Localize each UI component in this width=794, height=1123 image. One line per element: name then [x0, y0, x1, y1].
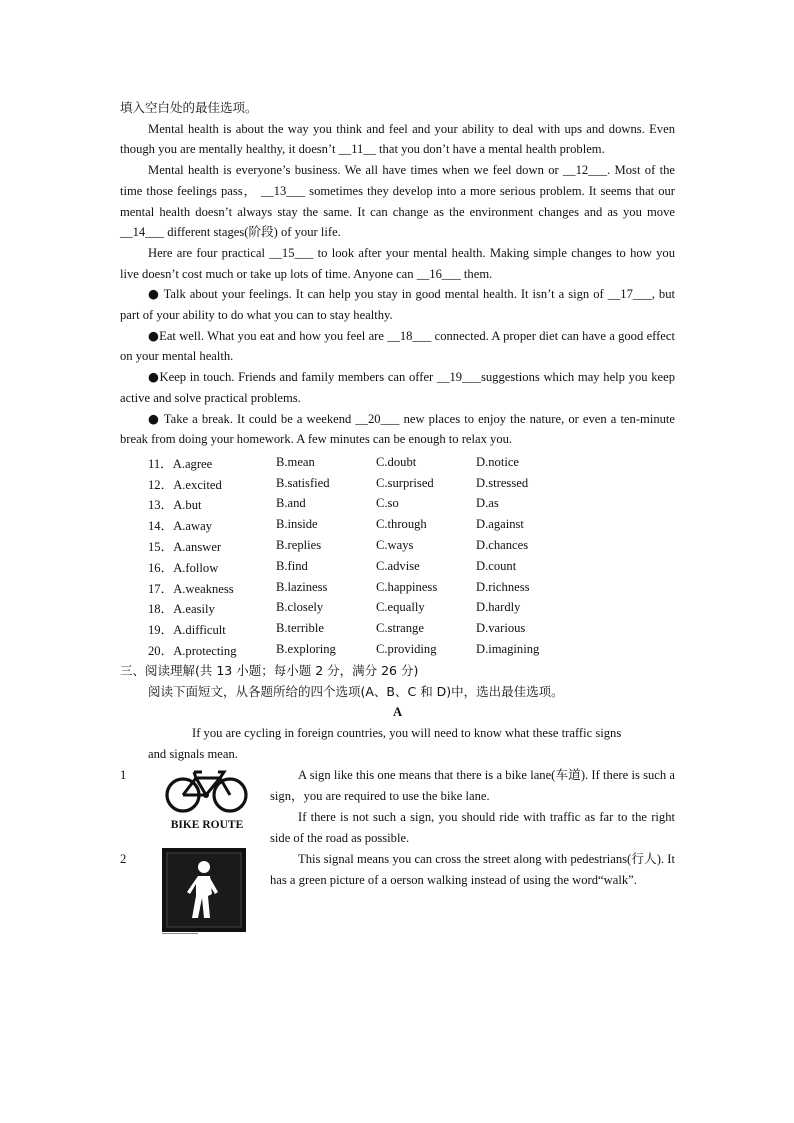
- cloze-paragraph-1: Mental health is about the way you think and feel and your ability to deal with ups and downs. Even though you are mentally healthy, it doesn’t __11__ that you don’t have a mental health problem.: [120, 121, 675, 157]
- cloze-instruction: 填入空白处的最佳选项。: [120, 100, 258, 115]
- option-a: 14．A.away: [148, 519, 213, 534]
- option-c: C.so: [376, 496, 399, 511]
- option-b: B.replies: [276, 538, 322, 553]
- option-row-15: [148, 535, 566, 556]
- walk-signal-sign: [162, 848, 246, 938]
- section3-title: 三、阅读理解(共 13 小题；每小题 2 分，满分 26 分): [120, 662, 419, 678]
- option-c: C.providing: [376, 642, 437, 657]
- sign-1-description: [270, 765, 675, 849]
- option-a: 20．A.protecting: [148, 644, 237, 659]
- option-c: C.doubt: [376, 454, 417, 469]
- option-b: B.inside: [276, 517, 318, 532]
- option-d: D.count: [476, 558, 517, 573]
- option-d: D.richness: [476, 579, 530, 594]
- option-a: 19．A.difficult: [148, 623, 226, 638]
- sign-2-paragraph: This signal means you can cross the street along with pedestrians(行人). It has a green picture of a oerson walking instead of using the word“walk”.: [270, 851, 675, 887]
- bullet-paragraph-touch: ●Keep in touch. Friends and family members can offer __19___suggestions which may help you keep active and solve practical problems.: [120, 369, 675, 405]
- sign-1-paragraph: A sign like this one means that there is a bike lane(车道). If there is such a sign，you are required to use the bike lane.: [270, 767, 675, 803]
- sign-caption: BIKE ROUTE: [170, 818, 244, 831]
- option-row-13: [148, 494, 566, 515]
- option-b: B.mean: [276, 454, 315, 469]
- option-b: B.closely: [276, 600, 324, 615]
- option-d: D.as: [476, 496, 499, 511]
- option-c: C.equally: [376, 600, 425, 615]
- option-row-19: [148, 618, 566, 639]
- pedestrian-walking-icon: [162, 848, 246, 934]
- option-row-14: [148, 514, 566, 535]
- option-a: 13．A.but: [148, 498, 202, 513]
- bullet-dot: ●: [148, 327, 160, 343]
- option-b: B.find: [276, 558, 308, 573]
- bullet-paragraph-break: ● Take a break. It could be a weekend __20___ new places to enjoy the nature, or even a ten-minute break from doing your homework. A few minutes can be enough to relax you.: [120, 410, 675, 447]
- option-d: D.against: [476, 517, 524, 532]
- bicycle-icon: [164, 765, 250, 831]
- cloze-paragraph-3: Here are four practical __15___ to look after your mental health. Making simple changes to how you live doesn’t cost much or take up lots of time. Anyone can __16___ them.: [120, 245, 675, 281]
- passage-a-intro: If you are cycling in foreign countries, you will need to know what these traffic signs: [192, 725, 622, 740]
- option-b: B.and: [276, 496, 306, 511]
- option-row-20: [148, 639, 566, 660]
- sign-number: 2: [120, 851, 127, 866]
- document-page: [120, 98, 675, 933]
- option-a: 17．A.weakness: [148, 581, 234, 596]
- option-c: C.ways: [376, 538, 414, 553]
- sign-item-1: [120, 765, 675, 849]
- option-b: B.laziness: [276, 579, 328, 594]
- sign-item-2: [120, 849, 675, 933]
- option-a: 15．A.answer: [148, 540, 222, 555]
- option-row-17: [148, 577, 566, 598]
- option-d: D.various: [476, 621, 526, 636]
- option-row-12: [148, 473, 566, 494]
- option-d: D.stressed: [476, 475, 529, 490]
- option-c: C.surprised: [376, 475, 434, 490]
- sign-2-description: [270, 849, 675, 891]
- option-b: B.exploring: [276, 642, 336, 657]
- bullet-dot: ●: [148, 286, 160, 302]
- option-row-11: [148, 452, 566, 473]
- option-row-18: [148, 598, 566, 619]
- option-a: 12．A.excited: [148, 477, 222, 492]
- bullet-paragraph-eat: ●Eat well. What you eat and how you feel are __18___ connected. A proper diet can have a good effect on your mental health.: [120, 327, 675, 364]
- option-d: D.imagining: [476, 642, 540, 657]
- option-a: 11．A.agree: [148, 456, 213, 471]
- option-d: D.notice: [476, 454, 520, 469]
- option-b: B.satisfied: [276, 475, 330, 490]
- section3-instruction: 阅读下面短文，从各题所给的四个选项(A、B、C 和 D)中，选出最佳选项。: [148, 683, 564, 699]
- option-a: 18．A.easily: [148, 602, 215, 617]
- option-d: D.hardly: [476, 600, 521, 615]
- option-c: C.strange: [376, 621, 424, 636]
- options-table: [148, 452, 566, 660]
- option-row-16: [148, 556, 566, 577]
- bullet-dot: ●: [148, 410, 160, 426]
- sign-number: 1: [120, 767, 127, 782]
- option-b: B.terrible: [276, 621, 324, 636]
- option-d: D.chances: [476, 538, 529, 553]
- bike-route-sign: [164, 765, 250, 835]
- sign-1-paragraph: If there is not such a sign, you should ride with traffic as far to the right side of the road as possible.: [270, 809, 675, 845]
- passage-a-intro-cont: and signals mean.: [148, 746, 238, 761]
- bullet-dot: ●: [148, 369, 160, 385]
- option-c: C.through: [376, 517, 427, 532]
- bullet-paragraph-talk: ● Talk about your feelings. It can help you stay in good mental health. It isn’t a sign of __17___, but part of your ability to do what you can to stay healthy.: [120, 286, 675, 323]
- option-a: 16．A.follow: [148, 560, 219, 575]
- passage-a-label: A: [392, 704, 403, 719]
- option-c: C.happiness: [376, 579, 438, 594]
- option-c: C.advise: [376, 558, 420, 573]
- cloze-paragraph-2: Mental health is everyone’s business. We all have times when we feel down or __12___. Most of the time those feelings pass， __13___ sometimes they develop into a more serious problem. It seems that our mental health doesn’t always stay the same. It can change as the environment changes and as you move __14___ different stages(阶段) of your life.: [120, 163, 675, 240]
